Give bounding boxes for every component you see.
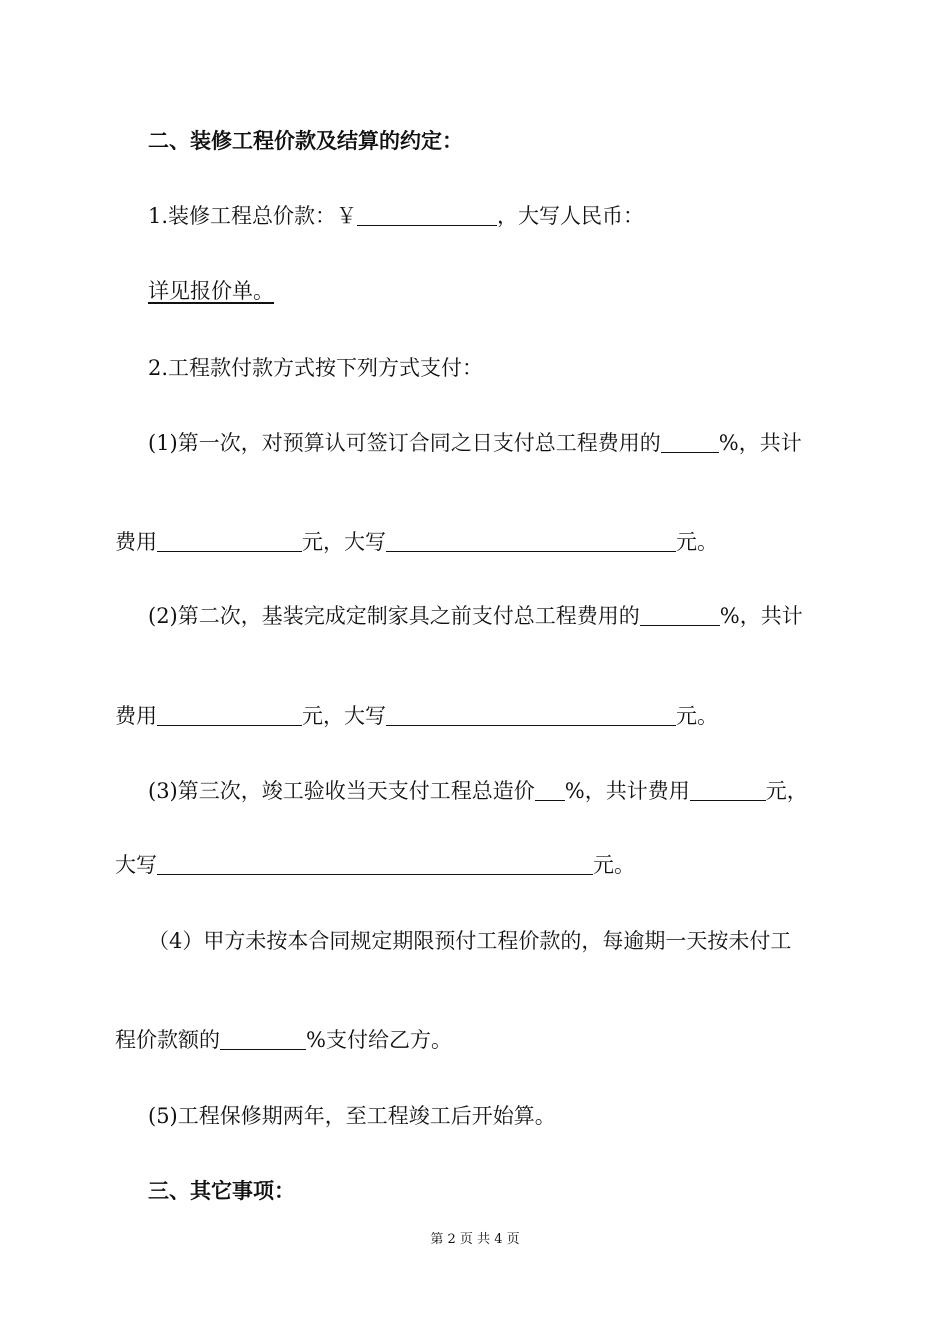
payment-3-amount-blank[interactable]	[690, 778, 766, 801]
payment-2-text: (2)第二次，基装完成定制家具之前支付总工程费用的	[148, 604, 640, 628]
payment-1-unit: 元。	[676, 530, 718, 554]
payment-1-text: (1)第一次，对预算认可签订合同之日支付总工程费用的	[148, 431, 661, 455]
payment-2-percent-blank[interactable]	[640, 603, 720, 626]
payment-1-percent-suffix: %，共计	[718, 431, 802, 455]
payment-3-capital-blank[interactable]	[157, 852, 593, 875]
quote-reference: 详见报价单。	[148, 279, 274, 303]
total-price-blank[interactable]	[357, 203, 497, 226]
payment-2-line-1	[148, 601, 803, 631]
payment-2-amount-blank[interactable]	[157, 703, 302, 726]
payment-4-line-1: （4）甲方未按本合同规定期限预付工程价款的，每逾期一天按未付工	[148, 929, 792, 953]
payment-4-label: 程价款额的	[115, 1028, 220, 1052]
payment-2-capital-blank[interactable]	[386, 703, 676, 726]
payment-3-percent-blank[interactable]	[535, 778, 565, 801]
payment-3-fee-label: %，共计费用	[564, 779, 690, 803]
payment-1-capital-blank[interactable]	[386, 529, 676, 552]
total-price-prefix: 1.装修工程总价款：￥	[148, 204, 358, 228]
payment-2-percent-suffix: %，共计	[719, 604, 803, 628]
payment-3-line-1	[148, 776, 808, 806]
total-price-line	[148, 201, 644, 231]
payment-2-capital-label: 元，大写	[302, 704, 386, 728]
payment-2-line-2	[115, 701, 718, 731]
payment-2-unit: 元。	[676, 704, 718, 728]
section-3-heading: 三、其它事项：	[148, 1179, 295, 1203]
payment-3-unit: 元，	[765, 779, 808, 803]
section-2-heading: 二、装修工程价款及结算的约定：	[148, 129, 463, 153]
warranty-line: (5)工程保修期两年，至工程竣工后开始算。	[148, 1104, 556, 1128]
payment-3-capital-label: 大写	[115, 853, 157, 877]
payment-1-percent-blank[interactable]	[661, 430, 719, 453]
payment-4-percent-blank[interactable]	[220, 1027, 306, 1050]
payment-3-text: (3)第三次，竣工验收当天支付工程总造价	[148, 779, 535, 803]
payment-4-suffix: %支付给乙方。	[306, 1028, 452, 1052]
payment-1-amount-blank[interactable]	[157, 529, 302, 552]
payment-4-line-2	[115, 1025, 452, 1055]
payment-1-fee-label: 费用	[115, 530, 157, 554]
payment-1-line-1	[148, 428, 802, 458]
page-footer: 第 2 页 共 4 页	[430, 1232, 520, 1247]
payment-1-capital-label: 元，大写	[302, 530, 386, 554]
payment-method-heading: 2.工程款付款方式按下列方式支付：	[148, 356, 484, 380]
payment-1-line-2	[115, 527, 718, 557]
total-price-suffix: ，大写人民币：	[497, 204, 645, 228]
payment-2-fee-label: 费用	[115, 704, 157, 728]
payment-3-capital-unit: 元。	[593, 853, 635, 877]
payment-3-line-2	[115, 850, 635, 880]
